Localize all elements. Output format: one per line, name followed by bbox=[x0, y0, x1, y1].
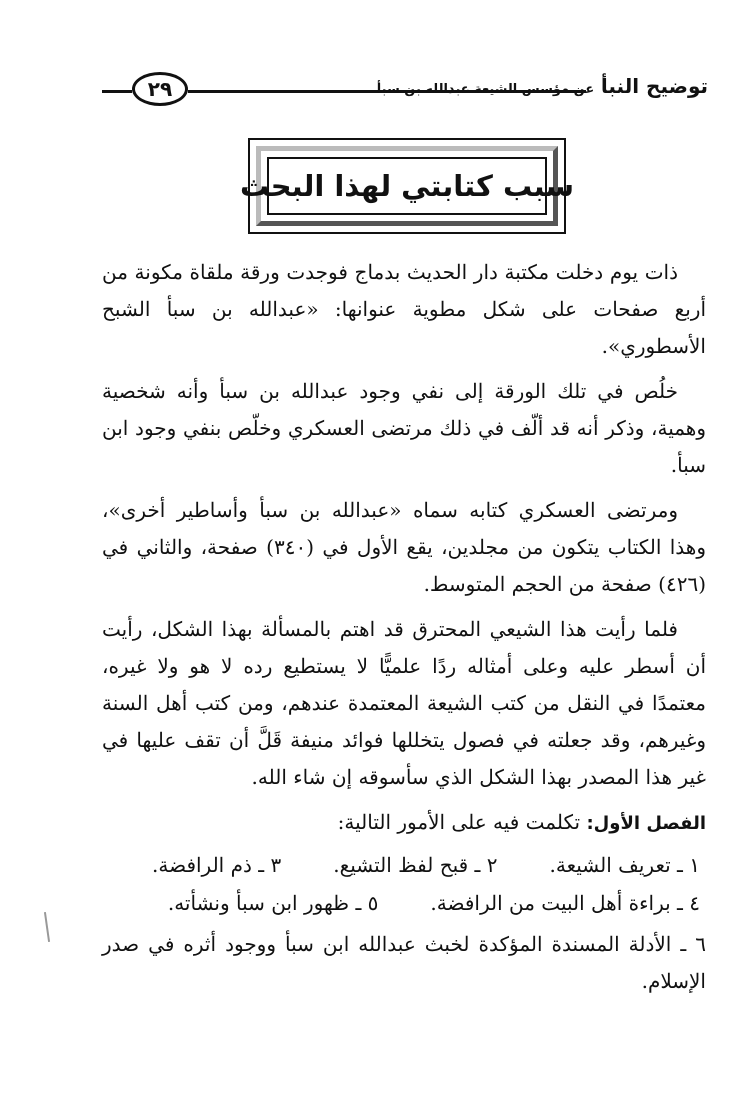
body-text bbox=[102, 254, 706, 1000]
list-item: ٦ ـ الأدلة المسندة المؤكدة لخبث عبدالله ابن سبأ ووجود أثره في صدر الإسلام. bbox=[102, 932, 706, 993]
book-title-main: توضيح النبأ bbox=[600, 74, 708, 98]
header-left-rule bbox=[102, 90, 132, 93]
chapter-one-intro bbox=[102, 804, 706, 842]
page-number: ٢٩ bbox=[132, 72, 188, 106]
list-item: ٤ ـ براءة أهل البيت من الرافضة. bbox=[430, 891, 700, 915]
book-title-sub: عن مؤسس الشيعة عبدالله بن سبأ bbox=[376, 82, 595, 97]
chapter-one-label: الفصل الأول: bbox=[586, 813, 706, 834]
list-item: ٣ ـ ذم الرافضة. bbox=[152, 853, 282, 877]
list-item: ٥ ـ ظهور ابن سبأ ونشأته. bbox=[167, 891, 379, 915]
list-item: ٢ ـ قبح لفظ التشيع. bbox=[333, 853, 498, 877]
paragraph-1: ذات يوم دخلت مكتبة دار الحديث بدماج فوجدت ورقة ملقاة مكونة من أربع صفحات على شكل مطوية عنوانها: «عبدالله بن سبأ الشبح الأسطوري». bbox=[102, 260, 706, 358]
list-row-1 bbox=[102, 846, 706, 884]
list-item: ١ ـ تعريف الشيعة. bbox=[549, 853, 700, 877]
section-title: سبب كتابتي لهذا البحث bbox=[267, 157, 547, 215]
chapter-one-intro-text: تكلمت فيه على الأمور التالية: bbox=[337, 810, 581, 834]
paragraph-4: فلما رأيت هذا الشيعي المحترق قد اهتم بالمسألة بهذا الشكل، رأيت أن أسطر عليه وعلى أمثاله ردًا علميًّا لا يستطيع رده لا هو ولا غيره، معتمدًا في النقل من كتب الشيعة المعتمدة عندهم، ومن كتب أهل السنة وغيرهم، وقد جعلته في فصول يتخللها فوائد منيفة قَلَّ أن تقف عليها في غير هذا المصدر بهذا الشكل الذي سأسوقه إن شاء الله. bbox=[102, 617, 706, 789]
paragraph-3: ومرتضى العسكري كتابه سماه «عبدالله بن سبأ وأساطير أخرى»، وهذا الكتاب يتكون من مجلدين، يقع الأول في (٣٤٠) صفحة، والثاني في (٤٢٦) صفحة من الحجم المتوسط. bbox=[102, 498, 706, 596]
section-title-frame bbox=[240, 138, 574, 234]
paragraph-2: خلُص في تلك الورقة إلى نفي وجود عبدالله بن سبأ وأنه شخصية وهمية، وذكر أنه قد ألّف في ذلك مرتضى العسكري وخلّص بنفي وجود ابن سبأ. bbox=[102, 379, 706, 477]
margin-mark bbox=[44, 912, 50, 942]
book-title bbox=[377, 74, 708, 98]
running-header bbox=[96, 66, 708, 110]
list-row-2 bbox=[102, 884, 706, 922]
